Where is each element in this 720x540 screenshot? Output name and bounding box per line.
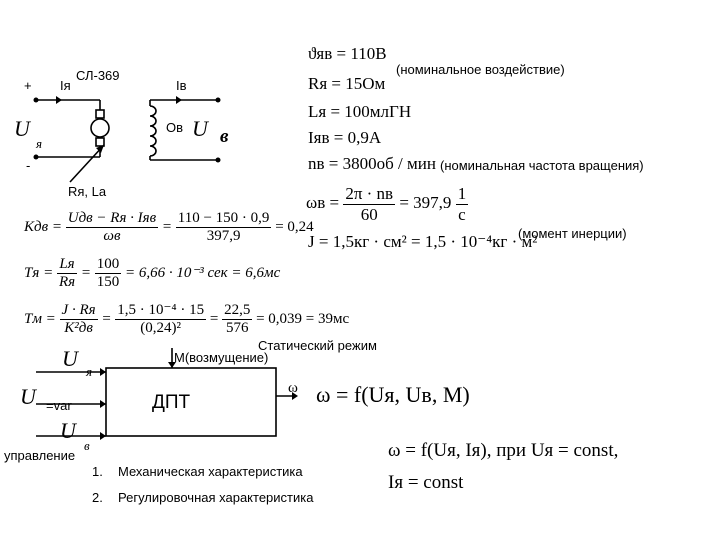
terminal-top-right (216, 98, 221, 103)
ty-den1: Rя (58, 274, 76, 291)
dpt-block (106, 368, 276, 436)
omega-lhs: ωв = (306, 192, 340, 212)
ty-formula (24, 256, 280, 292)
omega-unit-den: с (458, 204, 466, 224)
tm-frac1 (60, 302, 98, 338)
characteristic-equation-2: Iя = const (388, 472, 464, 493)
var-arrowhead (100, 400, 106, 408)
tm-num1: J · Rя (60, 302, 98, 320)
ua-arrowhead (100, 368, 106, 376)
param-speed-note: (номинальная частота вращения) (440, 158, 644, 173)
model-label: СЛ-369 (76, 68, 120, 83)
block-uv-subscript: в (84, 438, 90, 453)
iv-label: Iв (176, 78, 187, 93)
block-ua-symbol: U (62, 346, 78, 371)
tm-den1: K²дв (64, 320, 93, 337)
omega-formula (306, 184, 468, 224)
block-var-label: =var (46, 398, 72, 413)
plus-sign: + (24, 78, 32, 93)
param-current: Iяв = 0,9А (308, 128, 382, 147)
omega-fraction (343, 184, 395, 224)
k-frac2 (176, 210, 272, 246)
ty-frac2 (95, 256, 122, 292)
ty-result: = 6,66 · 10⁻³ сек = 6,6мс (124, 265, 281, 282)
block-var-symbol: U (20, 384, 36, 409)
brush-top (96, 110, 104, 118)
iv-arrow (176, 96, 182, 104)
ty-eq: = (80, 265, 91, 282)
ia-arrow (56, 96, 62, 104)
tm-formula (24, 302, 349, 338)
list-item-2-text: Регулировочная характеристика (118, 490, 314, 505)
list-item-1-text: Механическая характеристика (118, 464, 303, 479)
list-item-2-num: 2. (92, 490, 103, 505)
ra-la-label: Rя, La (68, 184, 107, 199)
ty-num2: 100 (95, 256, 122, 274)
omega-num: 2π · nв (345, 184, 394, 203)
param-voltage-note: (номинальное воздействие) (396, 62, 565, 77)
ty-num1: Lя (57, 256, 77, 274)
tm-lhs: Tм = (24, 311, 56, 328)
motor-armature (91, 119, 109, 137)
terminal-top-left (34, 98, 39, 103)
uv-symbol: U (192, 116, 208, 141)
ty-den2: 150 (96, 274, 120, 291)
block-ua-subscript: я (86, 364, 93, 379)
k-den2: 397,9 (206, 228, 241, 245)
uv-subscript: в (220, 126, 229, 147)
k-formula (24, 210, 314, 246)
param-speed: nв = 3800об / мин (308, 154, 436, 173)
tm-frac3 (222, 302, 252, 338)
param-resistance: Rя = 15Ом (308, 74, 386, 93)
param-inductance: Lя = 100млГН (308, 102, 412, 121)
terminal-bottom-left (34, 155, 39, 160)
omega-den: 60 (360, 204, 378, 224)
disturbance-label: M(возмущение) (174, 350, 269, 365)
static-mode-label: Статический режим (258, 338, 377, 353)
param-inertia: J = 1,5кг · см² = 1,5 · 10⁻⁴кг · м² (308, 232, 538, 251)
tm-num3: 22,5 (222, 302, 252, 320)
k-lhs: Kдв = (24, 219, 62, 236)
ua-symbol: U (14, 116, 30, 141)
k-num1: Uдв − Rя · Iяв (66, 210, 158, 228)
tm-eq2: = (209, 311, 219, 328)
ua-subscript: я (36, 136, 43, 151)
block-uv-symbol: U (60, 418, 76, 443)
minus-sign: - (26, 158, 31, 173)
terminal-bottom-right (216, 158, 221, 163)
k-den1: ωв (103, 228, 121, 245)
k-frac1 (66, 210, 158, 246)
ov-label: Ов (166, 120, 184, 135)
brush-bottom (96, 138, 104, 146)
list-item-1-num: 1. (92, 464, 103, 479)
k-eq: = (161, 219, 173, 236)
param-inertia-note: (момент инерции) (518, 226, 627, 241)
dpt-label: ДПТ (152, 392, 191, 413)
omega-value: = 397,9 (399, 192, 452, 212)
tm-num2: 1,5 · 10⁻⁴ · 15 (115, 302, 206, 320)
ty-frac1 (57, 256, 77, 292)
omega-unit-num: 1 (457, 184, 467, 203)
tm-frac2 (115, 302, 206, 338)
k-num2: 110 − 150 · 0,9 (176, 210, 272, 228)
ty-lhs: Tя = (24, 265, 54, 282)
omega-output-label: ω (288, 380, 298, 396)
param-voltage: ϑяв = 110В (308, 44, 387, 63)
omega-unit (456, 184, 469, 224)
uv-arrowhead (100, 432, 106, 440)
tm-eq: = (101, 311, 112, 328)
tm-result: = 0,039 = 39мс (256, 311, 350, 328)
characteristic-equation: ω = f(Uя, Iя), при Uя = const, (388, 440, 619, 461)
tm-den2: (0,24)² (140, 320, 182, 337)
k-result: = 0,24 (275, 219, 314, 236)
field-winding (150, 106, 156, 156)
ia-label: Iя (60, 78, 71, 93)
control-label: управление (4, 448, 76, 463)
omega-function: ω = f(Uя, Uв, M) (316, 382, 470, 407)
tm-den3: 576 (225, 320, 249, 337)
